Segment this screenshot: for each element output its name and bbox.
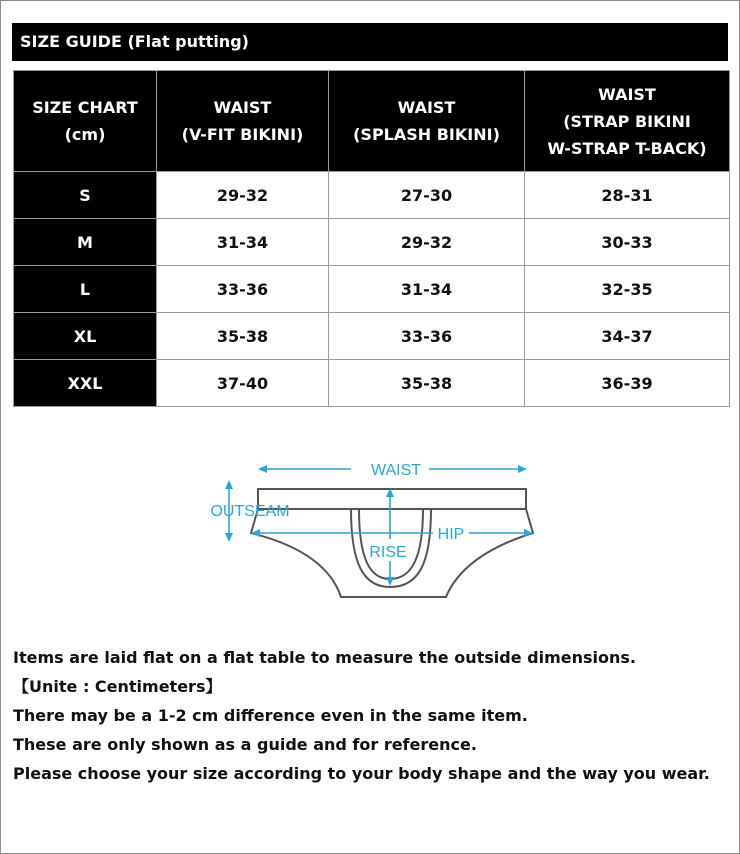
header-line: (SPLASH BIKINI) [353, 125, 500, 144]
header-waist-strap [525, 71, 730, 172]
table-row [14, 266, 730, 313]
table-cell: 31-34 [157, 219, 329, 266]
note-line: Items are laid flat on a flat table to measure the outside dimensions. [13, 648, 636, 667]
table-cell: 32-35 [525, 266, 730, 313]
note-line: There may be a 1-2 cm difference even in the same item. [13, 706, 528, 725]
table-cell: 27-30 [329, 172, 525, 219]
header-line: SIZE CHART [32, 98, 138, 117]
header-line: (V-FIT BIKINI) [181, 125, 304, 144]
header-line: WAIST [397, 98, 456, 117]
table-row [14, 219, 730, 266]
table-cell: 31-34 [329, 266, 525, 313]
measurement-diagram [201, 451, 541, 611]
table-cell: 34-37 [525, 313, 730, 360]
table-cell: 35-38 [157, 313, 329, 360]
table-cell: 29-32 [157, 172, 329, 219]
table-cell: 33-36 [329, 313, 525, 360]
size-label: M [14, 219, 157, 266]
table-header-row [14, 71, 730, 172]
hip-label: HIP [437, 526, 465, 543]
table-cell: 35-38 [329, 360, 525, 407]
waist-label: WAIST [370, 462, 422, 479]
page-title: SIZE GUIDE (Flat putting) [12, 23, 728, 61]
table-cell: 29-32 [329, 219, 525, 266]
table-cell: 37-40 [157, 360, 329, 407]
table-cell: 33-36 [157, 266, 329, 313]
outseam-label: OUTSEAM [210, 503, 290, 520]
notes-block [13, 643, 729, 788]
header-line: (cm) [64, 125, 106, 144]
header-line: (STRAP BIKINI [563, 111, 691, 131]
rise-label: RISE [369, 544, 407, 561]
table-cell: 36-39 [525, 360, 730, 407]
header-line: WAIST [213, 98, 272, 117]
table-row [14, 313, 730, 360]
table-cell: 28-31 [525, 172, 730, 219]
header-size-chart [14, 71, 157, 172]
size-label: S [14, 172, 157, 219]
note-line: These are only shown as a guide and for reference. [13, 735, 477, 754]
size-label: XL [14, 313, 157, 360]
header-waist-vfit [157, 71, 329, 172]
table-row [14, 360, 730, 407]
table-cell: 30-33 [525, 219, 730, 266]
table-row [14, 172, 730, 219]
header-line: W-STRAP T-BACK) [547, 138, 707, 158]
size-label: XXL [14, 360, 157, 407]
size-label: L [14, 266, 157, 313]
note-line: Please choose your size according to your body shape and the way you wear. [13, 764, 710, 783]
header-line: WAIST [598, 84, 656, 104]
size-chart-table [13, 70, 730, 407]
header-waist-splash [329, 71, 525, 172]
note-line: 【Unite : Centimeters】 [13, 677, 222, 696]
